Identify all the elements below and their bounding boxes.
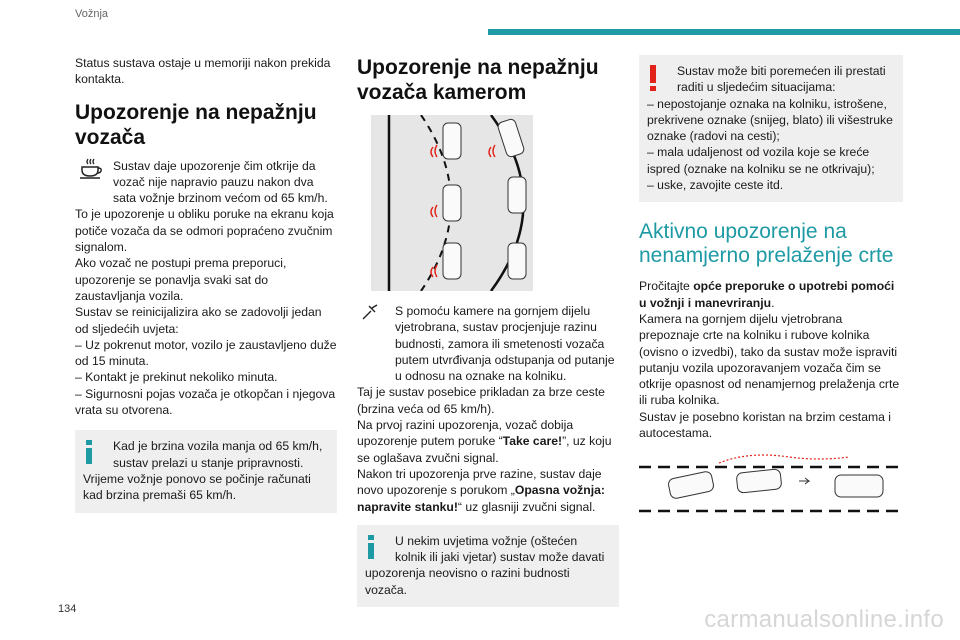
warning-lead: Sustav može biti poremećen ili prestati raditi u sljedećim situacijama:: [677, 64, 886, 95]
body-line: Kamera na gornjem dijelu vjetrobrana prepoznaje crte na kolniku i rubove kolnika (ovisno o izvedbi), tako da sustav može ispraviti putanju vozila upozoravanjem vozača čim se otkrije opasnost od nenamjernog prelaženja crte ili ruba kolnika.: [639, 311, 900, 408]
coffee-text: Sustav daje upozorenje čim otkrije da vozač nije napravio pauzu nakon dva sata vožnje brzinom većom od 65 km/h.: [113, 158, 328, 206]
text-part: Nakon tri upozorenja prve razine, sustav daje novo upozorenje s porukom „: [357, 466, 602, 498]
coffee-paragraph: [75, 158, 337, 207]
reference-link-text: opće preporuke o upotrebi pomoći u vožnji i manevriranju: [639, 279, 895, 310]
body-line: Taj je sustav posebice prikladan za brze ceste (brzina veća od 65 km/h).: [357, 385, 605, 416]
info-box: [357, 525, 619, 607]
text-part: Na prvoj razini upozorenja, vozač dobija upozorenje putem poruke “: [357, 418, 574, 449]
column-2: [357, 55, 619, 607]
coffee-cup-icon: [79, 158, 103, 184]
body-line: [357, 466, 619, 515]
text-part: ”, uz koju se oglašava zvučni signal.: [357, 434, 612, 465]
page-number: 134: [58, 603, 77, 615]
column-3: [639, 55, 903, 526]
camera-icon: [361, 303, 379, 325]
text-part: .: [771, 295, 775, 310]
body-line: Sustav se reinicijalizira ako se zadovolji jedan od sljedećih uvjeta:: [75, 305, 322, 336]
camera-paragraph: [357, 303, 619, 384]
body-line: [639, 278, 903, 311]
info-lead: U nekim uvjetima vožnje (oštećen kolnik ili jaki vjetar) sustav može davati: [395, 533, 605, 565]
warning-item: – uske, zavojite ceste itd.: [647, 178, 784, 193]
camera-diagram: [371, 115, 533, 291]
section-heading-camera: Upozorenje na nepažnju vozača kamerom: [357, 56, 599, 104]
warning-item: – nepostojanje oznaka na kolniku, istrošene, prekrivene oznake (snijeg, blato) ili višestruke oznake (radovi na cesti);: [647, 96, 893, 144]
body-line: Ako vozač ne postupi prema preporuci, upozorenje se ponavlja svaki sat do zaustavljanja vozila.: [75, 256, 287, 303]
section-heading-lane-departure: Aktivno upozorenje na nenamjerno prelaženje crte: [639, 220, 894, 268]
running-header: Vožnja: [75, 8, 109, 20]
header-accent-bar: [488, 29, 960, 35]
list-item: – Sigurnosni pojas vozača je otkopčan i njegova vrata su otvorena.: [75, 386, 336, 418]
body-line: To je upozorenje u obliku poruke na ekranu koja potiče vozača da se odmori popraćeno zvučnim signalom.: [75, 207, 334, 255]
info-icon: [85, 440, 93, 468]
list-item: – Uz pokrenut motor, vozilo je zaustavljeno duže od 15 minuta.: [75, 337, 337, 369]
warning-box: [639, 55, 903, 202]
column-1: [75, 55, 337, 513]
info-rest: upozorenja neovisno o razini budnosti vozača.: [365, 566, 570, 597]
section-heading-driver-attention: Upozorenje na nepažnju vozača: [75, 100, 317, 149]
message-dangerous-driving: Opasna vožnja: napravite stanku!: [357, 483, 605, 514]
body-line: [357, 417, 619, 466]
intro-text: Status sustava ostaje u memoriji nakon prekida kontakta.: [75, 56, 331, 87]
text-part: Pročitajte: [639, 279, 694, 294]
message-take-care: Take care!: [502, 434, 563, 449]
warning-icon: [649, 65, 657, 95]
text-part: “ uz glasniji zvučni signal.: [457, 499, 596, 514]
info-icon: [367, 535, 375, 563]
watermark: carmanualsonline.info: [704, 606, 944, 633]
camera-text: S pomoću kamere na gornjem dijelu vjetrobrana, sustav procjenjuje razinu budnosti, zamora ili smetenosti vozača putem utvrđivanja odstupanja od putanje u odnosu na oznake na kolniku.: [395, 304, 615, 384]
info-lead: Kad je brzina vozila manja od 65 km/h, sustav prelazi u stanje pripravnosti.: [113, 439, 323, 470]
body-line: Sustav je posebno koristan na brzim cestama i autocestama.: [639, 409, 891, 441]
list-item: – Kontakt je prekinut nekoliko minuta.: [75, 370, 278, 385]
warning-item: – mala udaljenost od vozila koje se kreće ispred (oznake na kolniku se ne otkrivaju);: [647, 145, 875, 176]
info-rest: Vrijeme vožnje ponovo se počinje računati kad brzina premaši 65 km/h.: [83, 471, 311, 503]
info-box: [75, 430, 337, 512]
lane-departure-diagram: [639, 453, 903, 525]
